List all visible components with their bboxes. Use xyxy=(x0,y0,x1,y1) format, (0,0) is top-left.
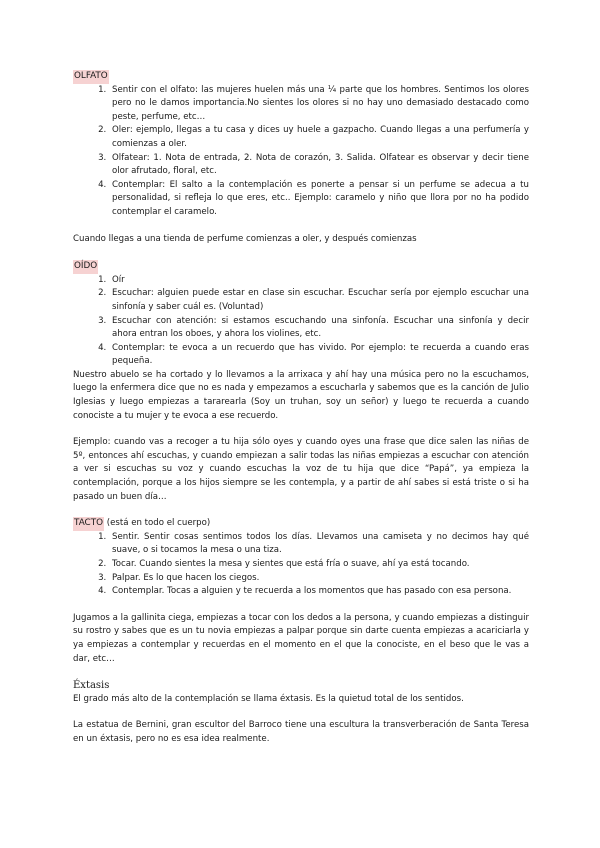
extasis-paragraph-1: El grado más alto de la contemplación se llama éxtasis. Es la quietud total de los sentidos. xyxy=(73,693,464,704)
extasis-paragraph-2: La estatua de Bernini, gran escultor del Barroco tiene una escultura la transverberación de Santa Teresa en un éxtasis, pero no es esa idea realmente. xyxy=(73,720,529,744)
list-item: 4. Contemplar: El salto a la contemplación es ponerte a pensar si un perfume se adecua a tu personalidad, si refleja lo que eres, etc.. Ejemplo: caramelo y niño que llora por no ha podido contemplar el caramelo. xyxy=(109,179,529,220)
olfato-heading: OLFATO xyxy=(73,70,109,84)
list-item: 2. Oler: ejemplo, llegas a tu casa y dices uy huele a gazpacho. Cuando llegas a una perfumería y comienzas a oler. xyxy=(109,124,529,151)
oido-paragraph-1: Nuestro abuelo se ha cortado y lo llevamos a la arrixaca y ahí hay una música pero no la escuchamos, luego la enfermera dice que no es nada y empezamos a escucharla y sabemos que es la canción de Julio Iglesias y luego empiezas a tararearla (Soy un truhan, soy un señor) y luego te recuerda a cuando conociste a tu mujer y te evoca a ese recuerdo. xyxy=(73,369,529,421)
list-item: 1. Sentir. Sentir cosas sentimos todos los días. Llevamos una camiseta y no decimos hay qué suave, o si tocamos la mesa o una tiza. xyxy=(109,531,529,558)
list-item: 1. Oír xyxy=(109,274,529,288)
olfato-heading-line xyxy=(73,70,529,84)
oido-list xyxy=(73,274,529,369)
olfato-list xyxy=(73,84,529,220)
tacto-heading-line xyxy=(73,517,529,531)
tacto-paragraph: Jugamos a la gallinita ciega, empiezas a tocar con los dedos a la persona, y cuando empiezas a distinguir su rostro y sabes que es un tu novia empiezas a palpar porque sin darte cuenta empiezas a acariciarla y ya empiezas a contemplar y recuerdas en el momento en el que la conociste, en el beso que le vas a dar, etc… xyxy=(73,612,529,664)
list-item: 4. Contemplar. Tocas a alguien y te recuerda a los momentos que has pasado con esa persona. xyxy=(109,585,529,599)
list-item: 2. Tocar. Cuando sientes la mesa y sientes que está fría o suave, ahí ya está tocando. xyxy=(109,558,529,572)
list-item: 3. Palpar. Es lo que hacen los ciegos. xyxy=(109,572,529,586)
tacto-note: (está en todo el cuerpo) xyxy=(104,518,211,529)
list-item: 1. Sentir con el olfato: las mujeres huelen más una ¼ parte que los hombres. Sentimos los olores pero no le damos importancia.No sientes los olores si no hay uno demasiado destacado como peste, perfume, etc… xyxy=(109,84,529,125)
list-item: 2. Escuchar: alguien puede estar en clase sin escuchar. Escuchar sería por ejemplo escuchar una sinfonía y saber cuál es. (Voluntad) xyxy=(109,287,529,314)
extasis-title: Éxtasis xyxy=(73,680,110,692)
tacto-list xyxy=(73,531,529,599)
oido-heading: OÍDO xyxy=(73,260,98,274)
list-item: 3. Escuchar con atención: si estamos escuchando una sinfonía. Escuchar una sinfonía y decir ahora entran los oboes, y ahora los violines, etc. xyxy=(109,315,529,342)
tacto-heading: TACTO xyxy=(73,517,104,531)
list-item: 3. Olfatear: 1. Nota de entrada, 2. Nota de corazón, 3. Salida. Olfatear es observar y decir tiene olor afrutado, floral, etc. xyxy=(109,152,529,179)
olfato-after-paragraph: Cuando llegas a una tienda de perfume comienzas a oler, y después comienzas xyxy=(73,233,417,244)
oido-heading-line xyxy=(73,260,529,274)
list-item: 4. Contemplar: te evoca a un recuerdo que has vivido. Por ejemplo: te recuerda a cuando eras pequeña. xyxy=(109,342,529,369)
oido-paragraph-2: Ejemplo: cuando vas a recoger a tu hija sólo oyes y cuando oyes una frase que dice salen las niñas de 5º, entonces ahí escuchas, y cuando empiezan a salir todas las niñas empiezas a escuchar con atención a ver si escuchas su voz y cuando escuchas la voz de tu hija que dice “Papá”, ya empieza la contemplación, porque a los hijos siempre se les contempla, y a partir de ahí sabes si está triste o si ha pasado un buen día… xyxy=(73,437,529,502)
